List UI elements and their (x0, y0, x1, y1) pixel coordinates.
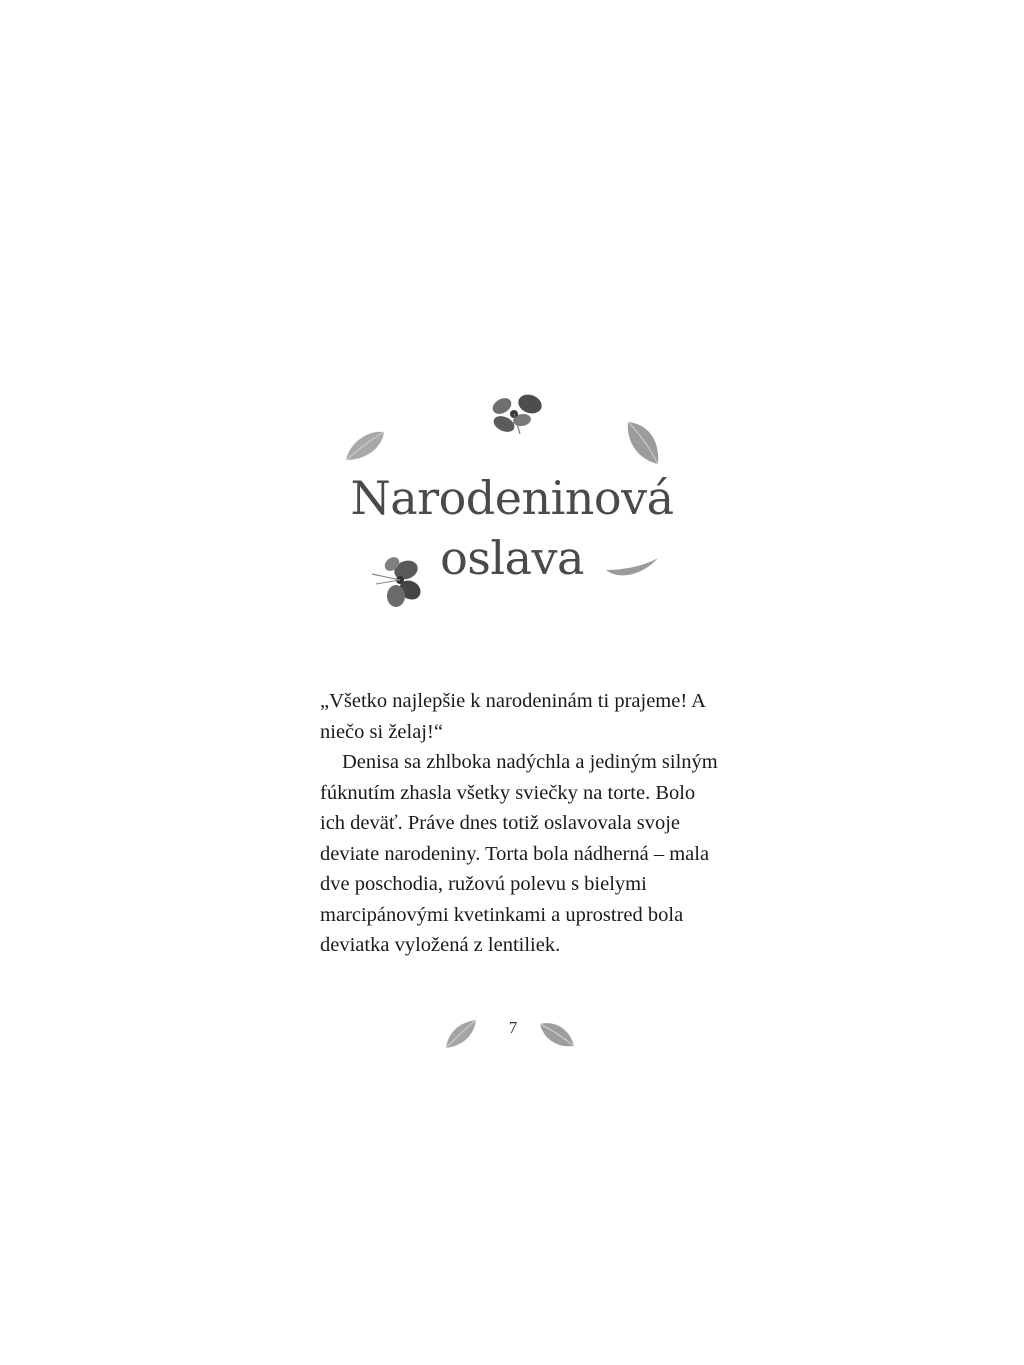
flower-icon (484, 390, 548, 440)
chapter-title-line2: oslava (440, 531, 584, 585)
paragraph: „Všetko najlepšie k narodeninám ti prajeme! A niečo si želaj!“ (320, 690, 705, 743)
leaf-icon (342, 428, 388, 464)
leaf-icon (538, 1018, 576, 1050)
leaf-icon (442, 1018, 478, 1052)
flower-icon (366, 552, 428, 610)
petal-icon (604, 554, 660, 580)
page-number: 7 (508, 1018, 518, 1037)
chapter-body (320, 686, 720, 961)
leaf-icon (622, 418, 664, 468)
paragraph: Denisa sa zhlboka nadýchla a jediným silným fúknutím zhasla všetky sviečky na torte. Bolo ich deväť. Práve dnes totiž oslavovala svoje deviate narodeniny. Torta bola nádherná – mala dve poschodia, ružovú polevu s bielymi marcipánovými kvetinkami a uprostred bola deviatka vyložená z lentiliek. (320, 751, 718, 956)
chapter-title-line1: Narodeninová (350, 471, 674, 525)
